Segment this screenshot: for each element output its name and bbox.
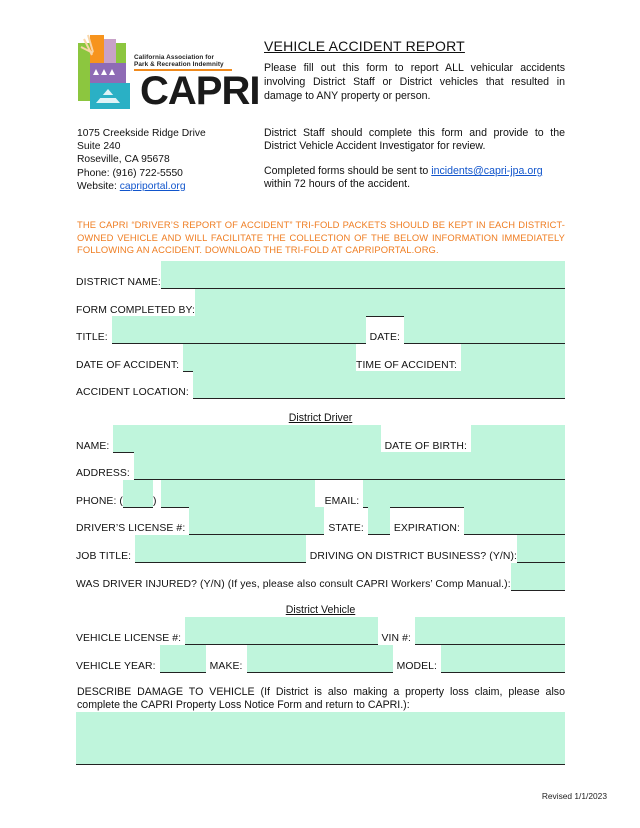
- address-phone: Phone: (916) 722-5550: [77, 167, 183, 179]
- state-field[interactable]: [368, 507, 390, 535]
- capri-logo: [78, 33, 260, 113]
- date-of-accident-label: DATE OF ACCIDENT:: [76, 360, 180, 371]
- staff-instructions: District Staff should complete this form and provide to the District Vehicle Accident Investigator for review.: [264, 127, 565, 153]
- date-field[interactable]: [404, 316, 565, 344]
- address-suite: Suite 240: [77, 141, 121, 153]
- vehicle-year-field[interactable]: [160, 645, 206, 673]
- district-driver-heading: District Driver: [288, 412, 353, 424]
- date-of-accident-field[interactable]: [183, 344, 356, 372]
- drivers-license-field[interactable]: [189, 507, 324, 535]
- trifold-notice: THE CAPRI “DRIVER’S REPORT OF ACCIDENT” TRI-FOLD PACKETS SHOULD BE KEPT IN EACH DISTRICT-OWNED VEHICLE AND WILL FACILITATE THE COLLECTION OF THE BELOW INFORMATION IMMEDIATELY FOLLOWING AN ACCIDENT. DOWNLOAD THE TRI-FOLD AT CAPRIPORTAL.ORG.: [77, 219, 565, 256]
- vehicle-year-label: VEHICLE YEAR:: [76, 661, 156, 672]
- send-instructions: [264, 165, 565, 191]
- row-vehicle-license-vin: [76, 625, 565, 645]
- row-driver-name: [76, 433, 565, 453]
- intro-text: Please fill out this form to report ALL vehicular accidents involving District Staff or District vehicles that resulted in damage to ANY property or person.: [264, 62, 565, 102]
- time-of-accident-field[interactable]: [461, 344, 565, 372]
- model-field[interactable]: [441, 645, 565, 673]
- accident-location-field[interactable]: [193, 371, 565, 399]
- drivers-license-label: DRIVER’S LICENSE #:: [76, 523, 186, 534]
- make-label: MAKE:: [209, 661, 243, 672]
- row-job-title: [76, 543, 565, 563]
- driver-name-label: NAME:: [76, 441, 110, 452]
- job-title-label: JOB TITLE:: [76, 551, 132, 562]
- vin-field[interactable]: [415, 617, 565, 645]
- accident-location-label: ACCIDENT LOCATION:: [76, 387, 189, 398]
- email-label: EMAIL:: [324, 496, 360, 507]
- address-city: Roseville, CA 95678: [77, 154, 170, 166]
- driver-name-field[interactable]: [113, 425, 380, 453]
- date-of-birth-label: DATE OF BIRTH:: [384, 441, 467, 452]
- expiration-label: EXPIRATION:: [393, 523, 460, 534]
- logo-wordmark: CAPRI: [140, 69, 260, 113]
- district-name-label: DISTRICT NAME:: [76, 277, 161, 288]
- vehicle-license-field[interactable]: [185, 617, 377, 645]
- website-link[interactable]: capriportal.org: [119, 180, 186, 192]
- driver-address-field[interactable]: [134, 452, 565, 480]
- state-label: STATE:: [328, 523, 364, 534]
- vin-label: VIN #:: [381, 633, 411, 644]
- row-accident-location: [76, 379, 565, 399]
- phone-paren-close: ): [153, 496, 157, 507]
- form-completed-by-field[interactable]: [195, 289, 565, 317]
- expiration-field[interactable]: [464, 507, 565, 535]
- revised-date: Revised 1/1/2023: [541, 791, 607, 801]
- logo-text-line1: California Association for: [134, 54, 215, 61]
- job-title-field[interactable]: [135, 535, 306, 563]
- row-vehicle-year-make-model: [76, 653, 565, 673]
- logo-text-line2: Park & Recreation Indemnity: [134, 61, 224, 68]
- time-of-accident-label: TIME OF ACCIDENT:: [356, 360, 457, 371]
- email-field[interactable]: [363, 480, 565, 508]
- row-driver-license: [76, 515, 565, 535]
- district-business-field[interactable]: [517, 535, 565, 563]
- district-vehicle-heading: District Vehicle: [285, 604, 356, 616]
- describe-damage-label: DESCRIBE DAMAGE TO VEHICLE (If District is also making a property loss claim, please also complete the CAPRI Property Loss Notice Form and return to CAPRI.):: [77, 686, 565, 711]
- incidents-email-link[interactable]: incidents@capri-jpa.org: [431, 165, 543, 177]
- address-website: [77, 180, 206, 193]
- row-driver-address: [76, 460, 565, 480]
- row-accident-date-time: [76, 352, 565, 372]
- address-street: 1075 Creekside Ridge Drive: [77, 128, 206, 139]
- form-completed-by-label: FORM COMPLETED BY:: [76, 305, 195, 316]
- title-label: TITLE:: [76, 332, 108, 343]
- driver-injured-field[interactable]: [511, 563, 565, 591]
- title-field[interactable]: [112, 316, 366, 344]
- describe-damage-field[interactable]: [76, 712, 565, 765]
- phone-area-code-field[interactable]: [123, 480, 153, 508]
- district-business-label: DRIVING ON DISTRICT BUSINESS? (Y/N):: [309, 551, 517, 562]
- driver-injured-label: WAS DRIVER INJURED? (Y/N) (If yes, please also consult CAPRI Workers’ Comp Manual.):: [76, 579, 511, 590]
- model-label: MODEL:: [396, 661, 437, 672]
- row-title-date: [76, 324, 565, 344]
- row-form-completed-by: [76, 297, 565, 317]
- page-title: VEHICLE ACCIDENT REPORT: [264, 38, 465, 54]
- make-field[interactable]: [247, 645, 393, 673]
- date-of-birth-field[interactable]: [471, 425, 565, 453]
- row-driver-phone-email: [76, 488, 565, 508]
- date-label: DATE:: [369, 332, 400, 343]
- district-name-field[interactable]: [161, 261, 565, 289]
- phone-label: PHONE: (: [76, 496, 123, 507]
- send-prefix: Completed forms should be sent to: [264, 165, 432, 177]
- send-suffix: within 72 hours of the accident.: [264, 178, 411, 191]
- row-driver-injured: [76, 571, 565, 591]
- website-label: Website:: [77, 180, 120, 192]
- phone-number-field[interactable]: [161, 480, 315, 508]
- driver-address-label: ADDRESS:: [76, 468, 130, 479]
- address-block: [77, 127, 206, 193]
- vehicle-license-label: VEHICLE LICENSE #:: [76, 633, 182, 644]
- row-district-name: [76, 269, 565, 289]
